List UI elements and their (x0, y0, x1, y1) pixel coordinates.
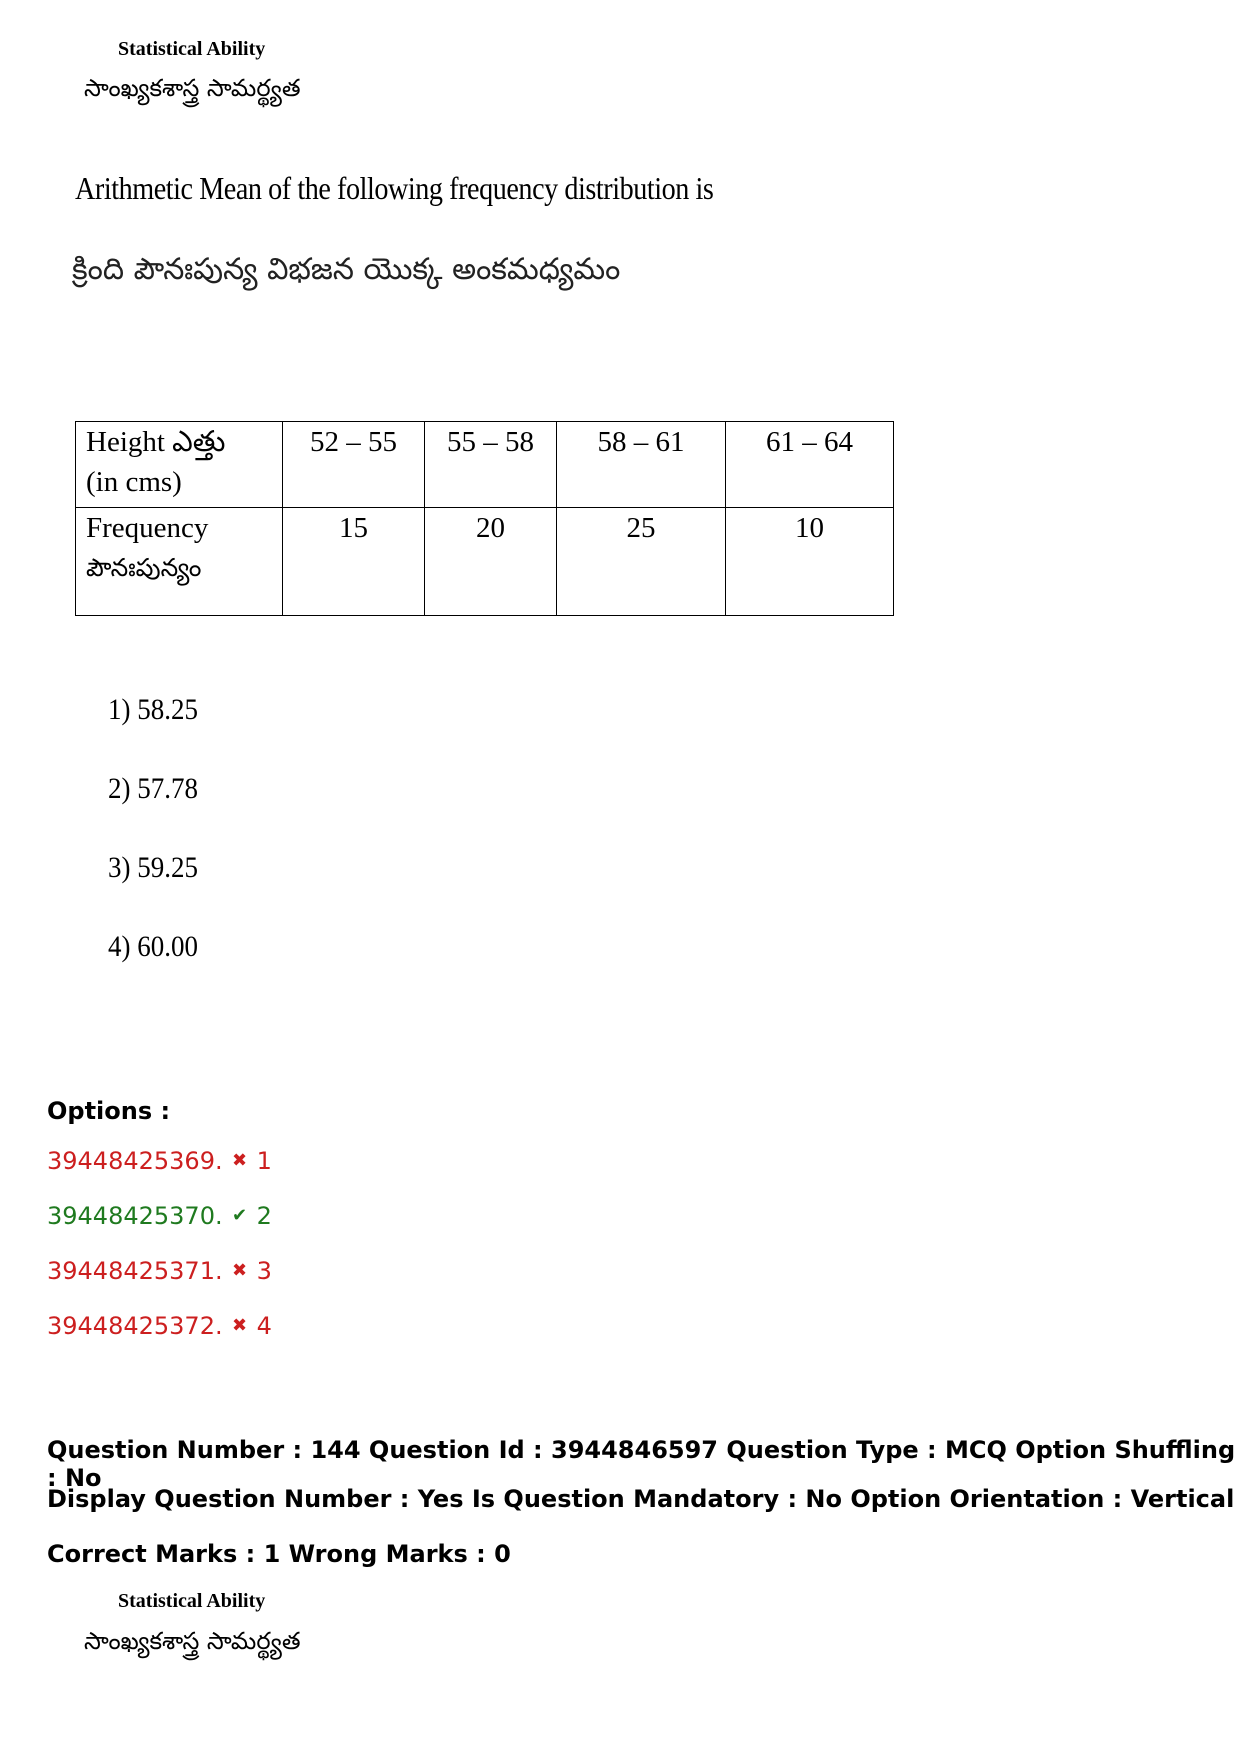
option-row (47, 1257, 272, 1285)
next-section-title: Statistical Ability (118, 1590, 266, 1612)
option-label: 3 (256, 1257, 272, 1285)
class-cell: 58 – 61 (557, 422, 726, 508)
next-section-title-telugu: సాంఖ్యకశాస్త్ర సామర్థ్యత (84, 1627, 301, 1655)
option-id: 39448425369. (47, 1147, 223, 1175)
frequency-cell: 20 (425, 508, 557, 616)
section-title: Statistical Ability (118, 38, 266, 60)
option-id: 39448425372. (47, 1312, 223, 1340)
question-meta-line: Display Question Number : Yes Is Question Mandatory : No Option Orientation : Vertical (47, 1485, 1235, 1513)
option-id: 39448425371. (47, 1257, 223, 1285)
height-row (76, 422, 894, 508)
option-row (47, 1202, 272, 1230)
options-heading: Options : (47, 1097, 171, 1125)
option-label: 2 (256, 1202, 272, 1230)
frequency-label-telugu: పౌనఃపున్యం (86, 553, 202, 582)
option-row (47, 1312, 272, 1340)
answer-choice: 3) 59.25 (108, 851, 198, 884)
option-label: 4 (256, 1312, 272, 1340)
frequency-cell: 25 (557, 508, 726, 616)
frequency-label: Frequency (86, 512, 209, 544)
frequency-cell: 15 (283, 508, 425, 616)
frequency-table (75, 421, 894, 616)
height-label-cell (76, 422, 283, 508)
question-text: Arithmetic Mean of the following frequency distribution is (75, 170, 714, 206)
class-cell: 55 – 58 (425, 422, 557, 508)
height-label: Height ఎత్తు (86, 426, 226, 458)
class-cell: 61 – 64 (726, 422, 894, 508)
section-title-telugu: సాంఖ్యకశాస్త్ర సామర్థ్యత (84, 74, 301, 102)
height-unit: (in cms) (86, 466, 182, 498)
question-text-telugu: క్రింది పౌనఃపున్య విభజన యొక్క అంకమధ్యమం (72, 252, 621, 287)
wrong-mark-icon: ✖ (232, 1260, 248, 1281)
wrong-mark-icon: ✖ (232, 1315, 248, 1336)
option-label: 1 (256, 1147, 272, 1175)
wrong-mark-icon: ✖ (232, 1150, 248, 1171)
frequency-row (76, 508, 894, 616)
class-cell: 52 – 55 (283, 422, 425, 508)
frequency-label-cell (76, 508, 283, 616)
frequency-cell: 10 (726, 508, 894, 616)
option-row (47, 1147, 272, 1175)
answer-choice: 4) 60.00 (108, 930, 198, 963)
option-id: 39448425370. (47, 1202, 223, 1230)
question-meta-line: Question Number : 144 Question Id : 3944846597 Question Type : MCQ Option Shuffling : No (47, 1436, 1236, 1492)
answer-choice: 2) 57.78 (108, 772, 198, 805)
marks-line: Correct Marks : 1 Wrong Marks : 0 (47, 1540, 511, 1568)
answer-choice: 1) 58.25 (108, 693, 198, 726)
correct-check-icon: ✔ (232, 1205, 248, 1226)
